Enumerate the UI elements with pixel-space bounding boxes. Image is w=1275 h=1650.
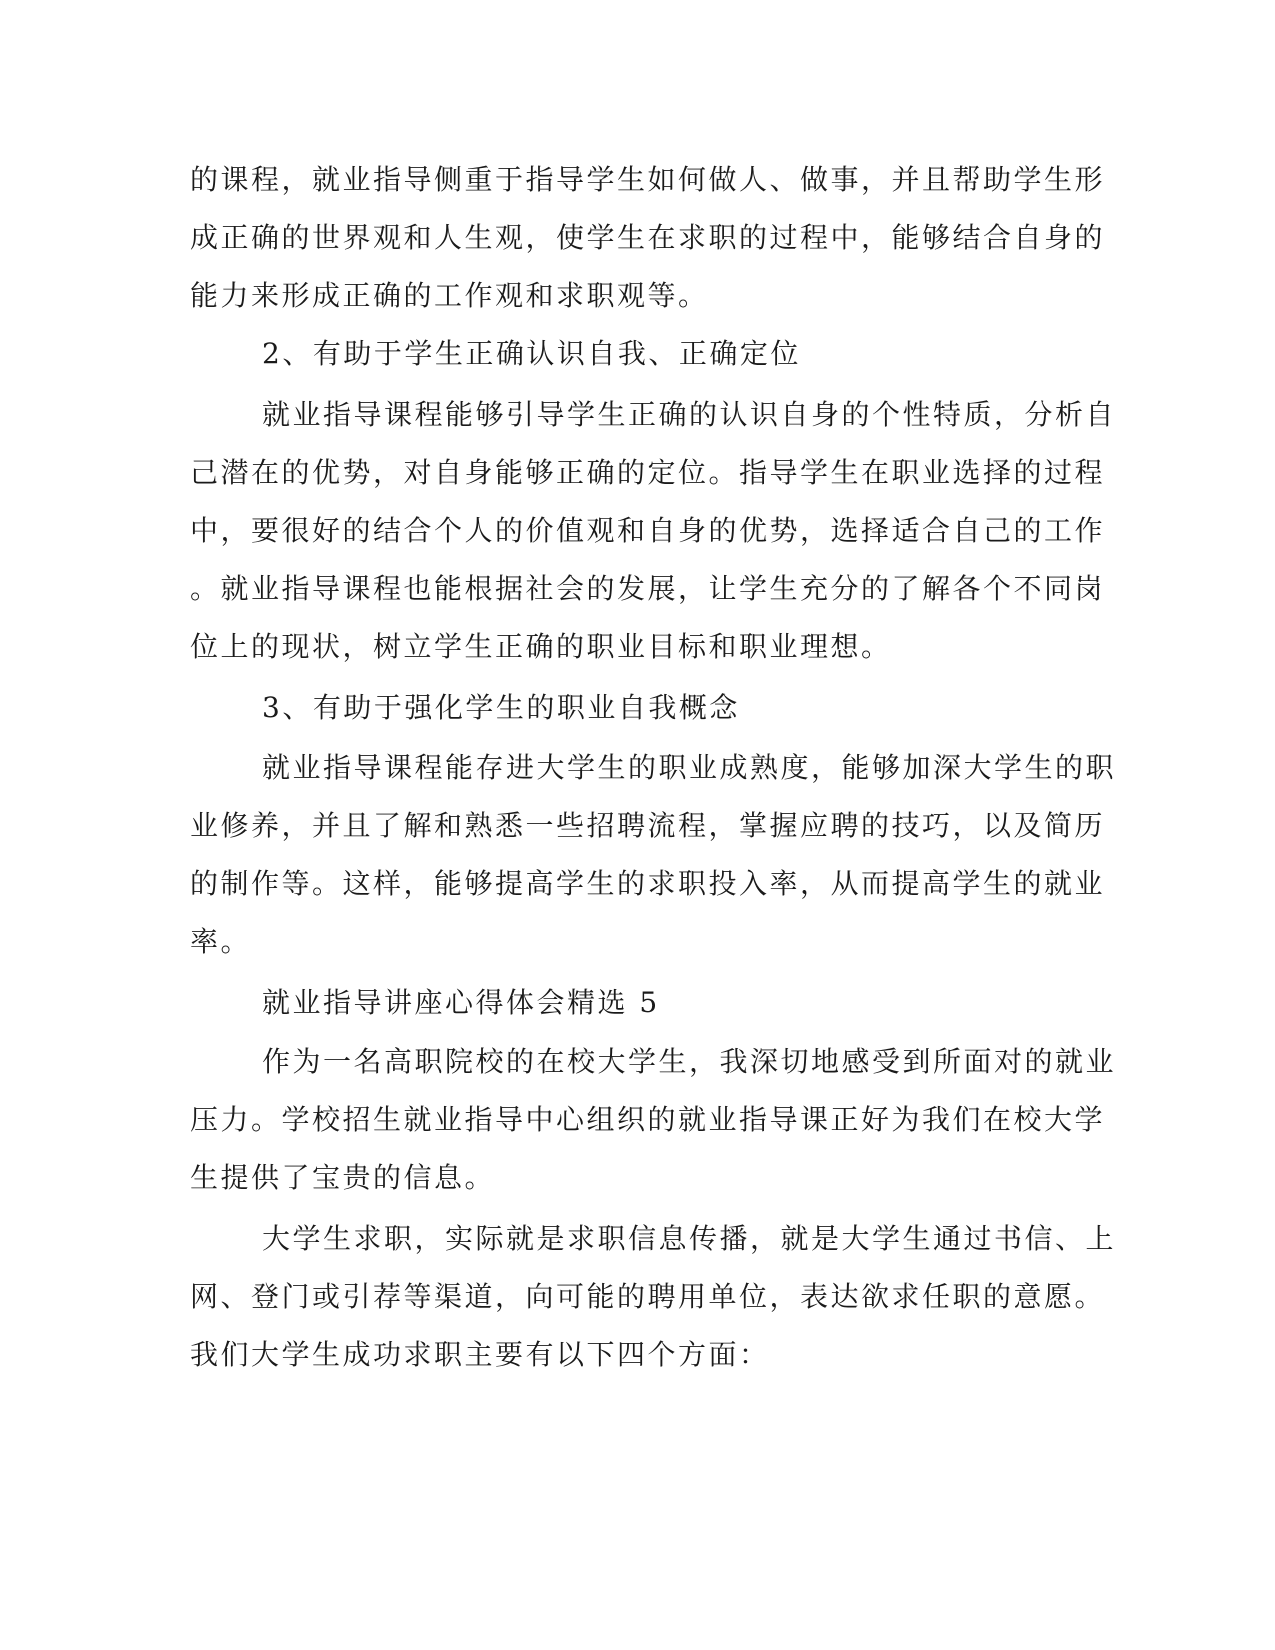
paragraph-line: 就业指导课程能存进大学生的职业成熟度，能够加深大学生的职	[262, 751, 1117, 784]
paragraph-line: 大学生求职，实际就是求职信息传播，就是大学生通过书信、上	[262, 1222, 1117, 1255]
paragraph-line: 的制作等。这样，能够提高学生的求职投入率，从而提高学生的就业	[190, 867, 1106, 900]
paragraph-line: 的课程，就业指导侧重于指导学生如何做人、做事，并且帮助学生形	[190, 163, 1106, 196]
paragraph-line: 。就业指导课程也能根据社会的发展，让学生充分的了解各个不同岗	[190, 572, 1106, 605]
paragraph-line: 能力来形成正确的工作观和求职观等。	[190, 279, 709, 312]
section-title: 就业指导讲座心得体会精选 5	[262, 986, 660, 1019]
section-heading: 2、有助于学生正确认识自我、正确定位	[262, 337, 801, 370]
paragraph-line: 率。	[190, 925, 252, 958]
paragraph-line: 位上的现状，树立学生正确的职业目标和职业理想。	[190, 630, 892, 663]
paragraph-line: 成正确的世界观和人生观，使学生在求职的过程中，能够结合自身的	[190, 221, 1106, 254]
paragraph-line: 就业指导课程能够引导学生正确的认识自身的个性特质，分析自	[262, 398, 1117, 431]
paragraph-line: 生提供了宝贵的信息。	[190, 1161, 496, 1194]
paragraph-line: 我们大学生成功求职主要有以下四个方面：	[190, 1338, 770, 1371]
paragraph-line: 己潜在的优势，对自身能够正确的定位。指导学生在职业选择的过程	[190, 456, 1106, 489]
paragraph-line: 业修养，并且了解和熟悉一些招聘流程，掌握应聘的技巧，以及简历	[190, 809, 1106, 842]
paragraph-line: 网、登门或引荐等渠道，向可能的聘用单位，表达欲求任职的意愿。	[190, 1280, 1106, 1313]
paragraph-line: 作为一名高职院校的在校大学生，我深切地感受到所面对的就业	[262, 1045, 1117, 1078]
section-heading: 3、有助于强化学生的职业自我概念	[262, 691, 740, 724]
paragraph-line: 中，要很好的结合个人的价值观和自身的优势，选择适合自己的工作	[190, 514, 1106, 547]
paragraph-line: 压力。学校招生就业指导中心组织的就业指导课正好为我们在校大学	[190, 1103, 1106, 1136]
